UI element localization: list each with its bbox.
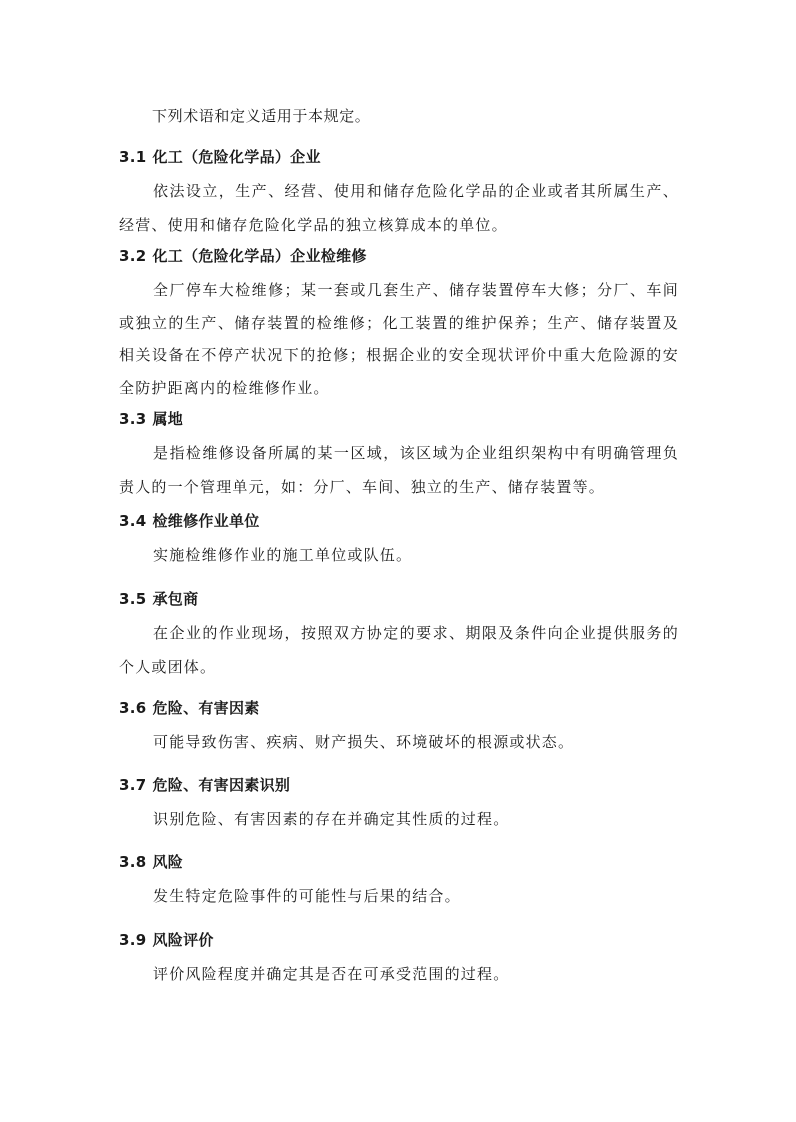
section-number: 3.2 xyxy=(119,247,147,265)
section-number: 3.7 xyxy=(119,776,147,794)
section-title: 属地 xyxy=(152,410,184,428)
section-3-2 xyxy=(119,244,679,404)
section-number: 3.3 xyxy=(119,410,147,428)
section-body: 全厂停车大检维修；某一套或几套生产、储存装置停车大修；分厂、车间或独立的生产、储存装置的检维修；化工装置的维护保养；生产、储存装置及相关设备在不停产状况下的抢修；根据企业的安全现状评价中重大危险源的安全防护距离内的检维修作业。 xyxy=(119,281,679,397)
section-3-1 xyxy=(119,145,679,242)
section-number: 3.6 xyxy=(119,699,147,717)
section-title: 危险、有害因素 xyxy=(152,699,260,717)
section-body: 识别危险、有害因素的存在并确定其性质的过程。 xyxy=(153,810,510,828)
section-heading xyxy=(119,407,679,431)
section-title: 化工（危险化学品）企业 xyxy=(152,148,321,166)
section-body: 可能导致伤害、疾病、财产损失、环境破坏的根源或状态。 xyxy=(153,733,575,751)
section-body: 是指检维修设备所属的某一区域，该区域为企业组织架构中有明确管理负责人的一个管理单元，如：分厂、车间、独立的生产、储存装置等。 xyxy=(119,444,679,496)
section-body: 发生特定危险事件的可能性与后果的结合。 xyxy=(153,887,461,905)
section-3-6 xyxy=(119,696,679,760)
section-body: 实施检维修作业的施工单位或队伍。 xyxy=(153,546,413,564)
section-body: 依法设立，生产、经营、使用和储存危险化学品的企业或者其所属生产、经营、使用和储存危险化学品的独立核算成本的单位。 xyxy=(119,182,679,234)
section-number: 3.4 xyxy=(119,512,147,530)
section-3-7 xyxy=(119,773,679,837)
section-3-3 xyxy=(119,407,679,504)
section-title: 化工（危险化学品）企业检维修 xyxy=(152,247,367,265)
section-body: 评价风险程度并确定其是否在可承受范围的过程。 xyxy=(153,965,510,983)
section-heading xyxy=(119,850,679,874)
section-3-4 xyxy=(119,509,679,573)
section-number: 3.9 xyxy=(119,931,147,949)
section-body: 在企业的作业现场，按照双方协定的要求、期限及条件向企业提供服务的个人或团体。 xyxy=(119,624,679,676)
section-title: 风险 xyxy=(152,853,184,871)
section-heading xyxy=(119,696,679,720)
section-3-9 xyxy=(119,928,679,992)
section-3-5 xyxy=(119,587,679,684)
section-heading xyxy=(119,928,679,952)
section-3-8 xyxy=(119,850,679,914)
section-number: 3.8 xyxy=(119,853,147,871)
intro-text: 下列术语和定义适用于本规定。 xyxy=(152,107,371,125)
section-heading xyxy=(119,509,679,533)
section-number: 3.5 xyxy=(119,590,147,608)
section-title: 承包商 xyxy=(152,590,199,608)
section-heading xyxy=(119,587,679,611)
section-heading xyxy=(119,145,679,169)
section-title: 风险评价 xyxy=(152,931,214,949)
section-title: 危险、有害因素识别 xyxy=(152,776,291,794)
section-number: 3.1 xyxy=(119,148,147,166)
section-heading xyxy=(119,244,679,268)
section-title: 检维修作业单位 xyxy=(152,512,260,530)
section-heading xyxy=(119,773,679,797)
